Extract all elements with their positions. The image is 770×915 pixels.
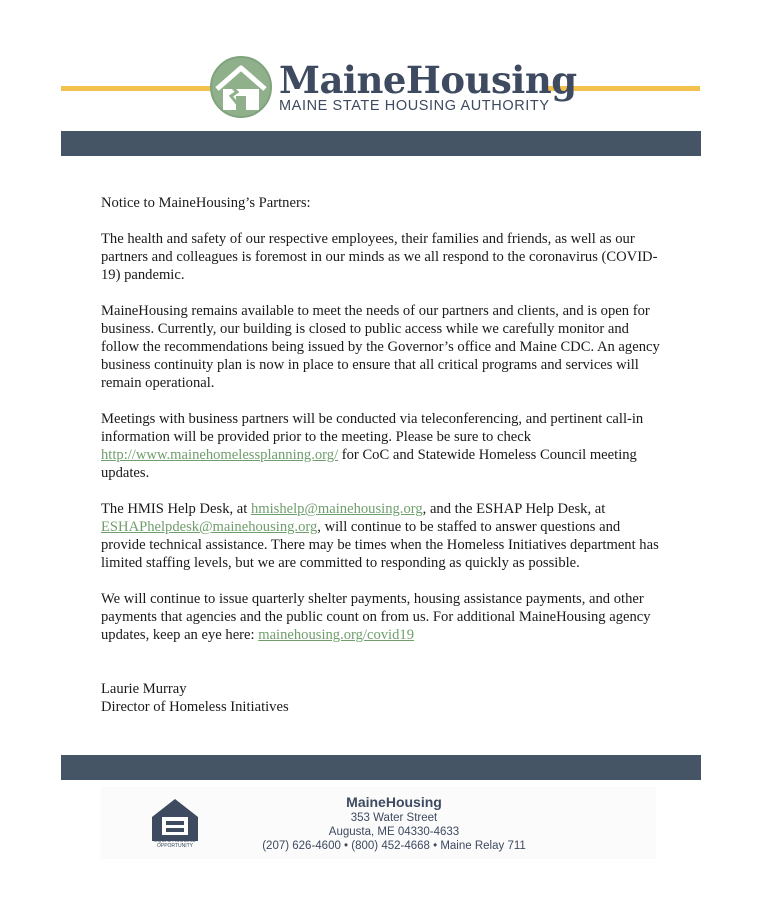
mainehousing-logo	[207, 56, 577, 118]
homeless-planning-link[interactable]: http://www.mainehomelessplanning.org/	[101, 447, 339, 463]
paragraph-2: MaineHousing remains available to meet the needs of our partners and clients, and is open for business. Currently, our building is closed to public access while we carefully monitor and follow the recommendations being issued by the Governor’s office and Maine CDC. An agency business continuity plan is now in place to ensure that all critical programs and services will remain operational.	[101, 303, 660, 391]
salutation: Notice to MaineHousing’s Partners:	[101, 195, 311, 211]
footer-phones: (207) 626-4600 • (800) 452-4668 • Maine Relay 711	[262, 840, 526, 852]
paragraph-3	[101, 410, 666, 482]
signature-name: Laurie Murray	[101, 681, 187, 697]
footer-city: Augusta, ME 04330-4633	[328, 826, 460, 838]
header-rule-left	[61, 86, 221, 91]
paragraph-4-text-a: The HMIS Help Desk, at	[101, 501, 251, 517]
paragraph-4-text-b: , and the ESHAP Help Desk, at	[422, 501, 606, 517]
eshap-helpdesk-email-link[interactable]: ESHAPhelpdesk@mainehousing.org	[101, 519, 318, 535]
signature-title: Director of Homeless Initiatives	[101, 699, 289, 715]
address-block	[249, 794, 539, 853]
hmis-help-email-link[interactable]: hmishelp@mainehousing.org	[250, 501, 423, 517]
paragraph-4-text-c: , will continue to be staffed to answer questions and provide technical assistance. There may be times when the Homeless Initiatives department has limited staffing levels, but we are committed to responding as quickly as possible.	[101, 519, 659, 571]
house-logo-icon	[207, 56, 277, 118]
footer-street: 353 Water Street	[350, 812, 438, 824]
covid19-updates-link[interactable]: mainehousing.org/covid19	[258, 627, 415, 643]
paragraph-1: The health and safety of our respective employees, their families and friends, as well as our partners and colleagues is foremost in our minds as we all respond to the coronavirus (COVID-19) pandemic.	[101, 231, 658, 283]
footer	[101, 787, 656, 859]
footer-band	[61, 755, 701, 780]
paragraph-5-text: We will continue to issue quarterly shelter payments, housing assistance payments, and other payments that agencies and the public count on from us. For additional MaineHousing agency updates, keep an eye here:	[101, 591, 651, 643]
header-band	[61, 131, 701, 156]
paragraph-5	[101, 590, 666, 644]
equal-housing-text: EQUAL HOUSING OPPORTUNITY	[154, 838, 196, 849]
footer-org-name: MaineHousing	[346, 794, 442, 810]
logo-name: MaineHousing	[279, 58, 577, 102]
signature-block	[101, 680, 666, 716]
letter-body	[101, 194, 666, 716]
logo-subtitle: MAINE STATE HOUSING AUTHORITY	[279, 98, 550, 114]
paragraph-3-text-b: for CoC and Statewide Homeless Council meeting updates.	[101, 447, 637, 481]
paragraph-4	[101, 500, 666, 572]
paragraph-3-text-a: Meetings with business partners will be conducted via teleconferencing, and pertinent call-in information will be provided prior to the meeting. Please be sure to check	[101, 411, 644, 445]
